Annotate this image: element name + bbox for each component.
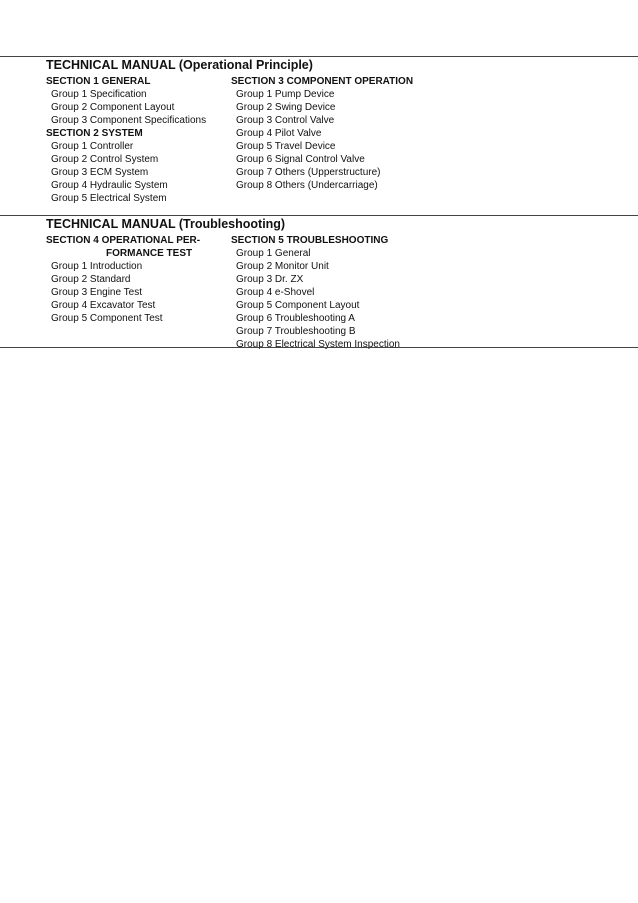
section-heading xyxy=(46,234,231,260)
group-item: Group 1 General xyxy=(236,248,311,259)
operational-principle-block xyxy=(46,58,626,205)
group-item: Group 2 Standard xyxy=(51,274,131,285)
group-item: Group 3 Engine Test xyxy=(51,287,142,298)
group-item: Group 4 Hydraulic System xyxy=(51,180,168,191)
manual-title: TECHNICAL MANUAL (Troubleshooting) xyxy=(46,217,286,231)
group-item: Group 2 Swing Device xyxy=(236,102,336,113)
group-item: Group 1 Pump Device xyxy=(236,89,335,100)
group-item: Group 4 e-Shovel xyxy=(236,287,315,298)
group-item: Group 5 Travel Device xyxy=(236,141,336,152)
section-heading-line1: SECTION 4 OPERATIONAL PER- xyxy=(46,235,201,246)
section-heading: SECTION 3 COMPONENT OPERATION xyxy=(231,76,414,87)
right-column xyxy=(231,75,611,205)
group-item: Group 7 Troubleshooting B xyxy=(236,326,356,337)
group-item: Group 5 Component Test xyxy=(51,313,163,324)
group-item: Group 5 Electrical System xyxy=(51,193,167,204)
section-heading: SECTION 5 TROUBLESHOOTING xyxy=(231,235,389,246)
troubleshooting-block xyxy=(46,217,626,351)
left-column xyxy=(46,75,231,205)
group-item: Group 2 Control System xyxy=(51,154,159,165)
middle-rule xyxy=(0,215,638,216)
group-item: Group 2 Monitor Unit xyxy=(236,261,329,272)
group-item: Group 8 Others (Undercarriage) xyxy=(236,180,378,191)
group-item: Group 3 ECM System xyxy=(51,167,149,178)
group-item: Group 2 Component Layout xyxy=(51,102,175,113)
group-item: Group 4 Excavator Test xyxy=(51,300,156,311)
group-item: Group 8 Electrical System Inspection xyxy=(236,339,400,350)
section-heading-line2: FORMANCE TEST xyxy=(106,248,193,259)
bottom-rule xyxy=(0,347,638,348)
top-rule xyxy=(0,56,638,57)
manual-title: TECHNICAL MANUAL (Operational Principle) xyxy=(46,58,313,72)
group-item: Group 3 Dr. ZX xyxy=(236,274,304,285)
group-item: Group 4 Pilot Valve xyxy=(236,128,322,139)
group-item: Group 3 Component Specifications xyxy=(51,115,207,126)
group-item: Group 1 Specification xyxy=(51,89,147,100)
section-heading: SECTION 1 GENERAL xyxy=(46,76,151,87)
left-column xyxy=(46,234,231,351)
group-item: Group 1 Controller xyxy=(51,141,134,152)
section-heading: SECTION 2 SYSTEM xyxy=(46,128,143,139)
group-item: Group 3 Control Valve xyxy=(236,115,335,126)
group-item: Group 1 Introduction xyxy=(51,261,143,272)
group-item: Group 7 Others (Upperstructure) xyxy=(236,167,381,178)
group-item: Group 6 Troubleshooting A xyxy=(236,313,355,324)
right-column xyxy=(231,234,611,351)
group-item: Group 5 Component Layout xyxy=(236,300,360,311)
group-item: Group 6 Signal Control Valve xyxy=(236,154,365,165)
